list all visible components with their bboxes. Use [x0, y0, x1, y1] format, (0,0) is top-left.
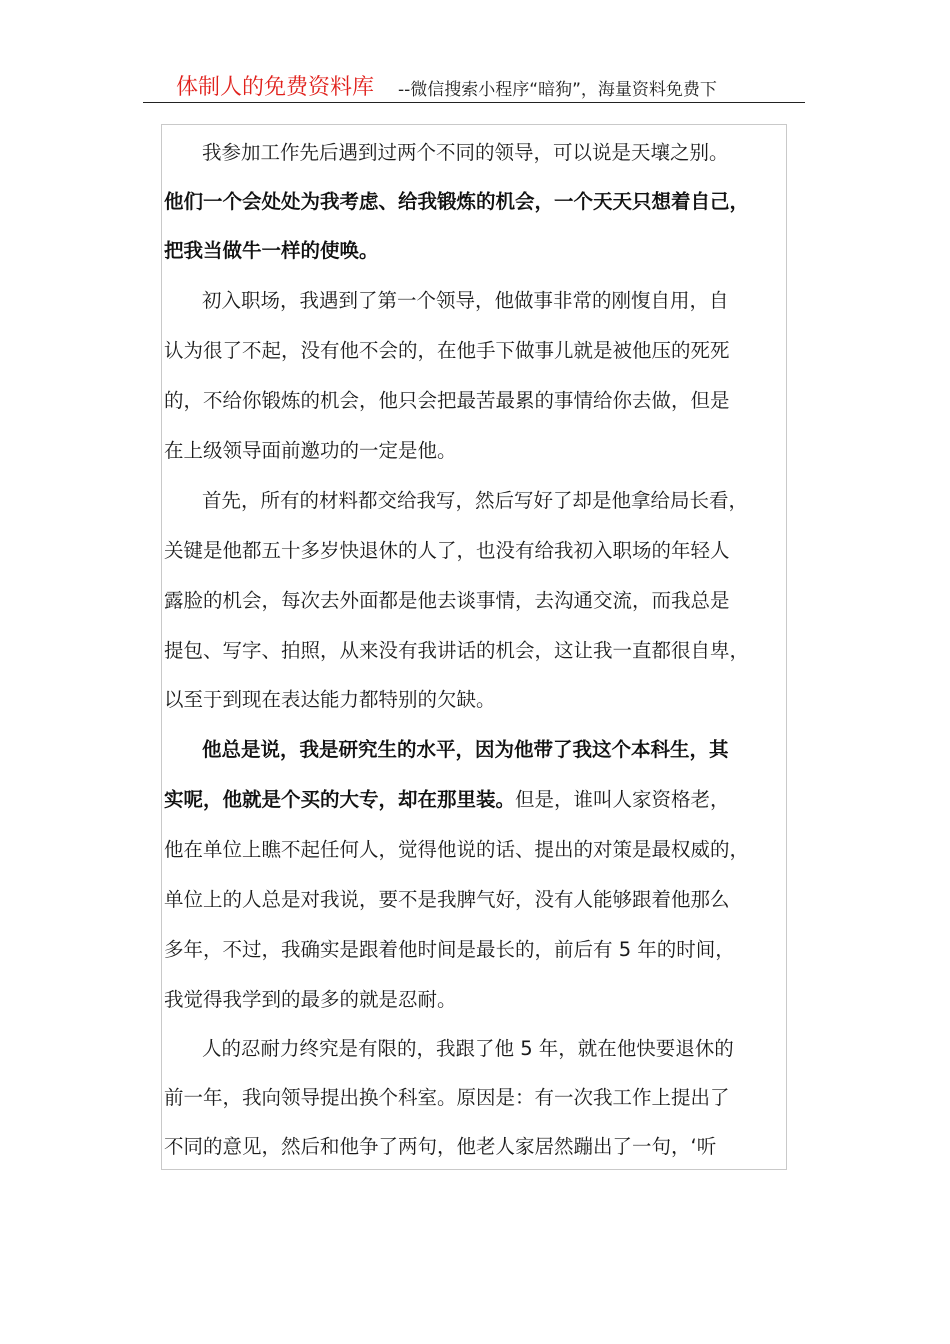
text-line: 首先，所有的材料都交给我写，然后写好了却是他拿给局长看，: [202, 489, 749, 512]
header-tagline: --微信搜索小程序“暗狗”，海量资料免费下: [398, 80, 717, 100]
text-line-mixed: [164, 785, 730, 815]
header-brand: 体制人的免费资料库: [176, 75, 375, 100]
text-line: 提包、写字、拍照，从来没有我讲话的机会，这让我一直都很自卑，: [164, 639, 750, 662]
text-line: 在上级领导面前邀功的一定是他。: [164, 439, 457, 462]
text-line: 的，不给你锻炼的机会，他只会把最苦最累的事情给你去做，但是: [164, 389, 730, 412]
text-line: 前一年，我向领导提出换个科室。原因是：有一次我工作上提出了: [164, 1086, 730, 1109]
text-line-bold: 他们一个会处处为我考虑、给我锻炼的机会，一个天天只想着自己，: [164, 190, 750, 213]
text-line: 单位上的人总是对我说，要不是我脾气好，没有人能够跟着他那么: [164, 888, 730, 911]
bold-span: 实呢，他就是个买的大专，却在那里装。: [164, 788, 516, 811]
text-line-bold: 他总是说，我是研究生的水平，因为他带了我这个本科生，其: [202, 738, 729, 761]
header-banner: [143, 66, 805, 103]
document-body: [161, 124, 787, 1170]
text-line-bold: 把我当做牛一样的使唤。: [164, 239, 379, 262]
text-line: 露脸的机会，每次去外面都是他去谈事情，去沟通交流，而我总是: [164, 589, 730, 612]
text-line: 认为很了不起，没有他不会的，在他手下做事儿就是被他压的死死: [164, 339, 730, 362]
regular-span: 但是，谁叫人家资格老，: [515, 788, 730, 811]
text-line: 初入职场，我遇到了第一个领导，他做事非常的刚愎自用，自: [202, 289, 729, 312]
text-line: 多年，不过，我确实是跟着他时间是最长的，前后有 5 年的时间，: [164, 938, 735, 961]
text-line: 不同的意见，然后和他争了两句，他老人家居然蹦出了一句，‘听: [164, 1135, 717, 1158]
text-line: 我觉得我学到的最多的就是忍耐。: [164, 988, 457, 1011]
text-line: 他在单位上瞧不起任何人，觉得他说的话、提出的对策是最权威的，: [164, 838, 750, 861]
text-line: 关键是他都五十多岁快退休的人了，也没有给我初入职场的年轻人: [164, 539, 730, 562]
text-line: 我参加工作先后遇到过两个不同的领导，可以说是天壤之别。: [202, 141, 729, 164]
text-line: 人的忍耐力终究是有限的，我跟了他 5 年，就在他快要退休的: [202, 1037, 734, 1060]
text-line: 以至于到现在表达能力都特别的欠缺。: [164, 688, 496, 711]
